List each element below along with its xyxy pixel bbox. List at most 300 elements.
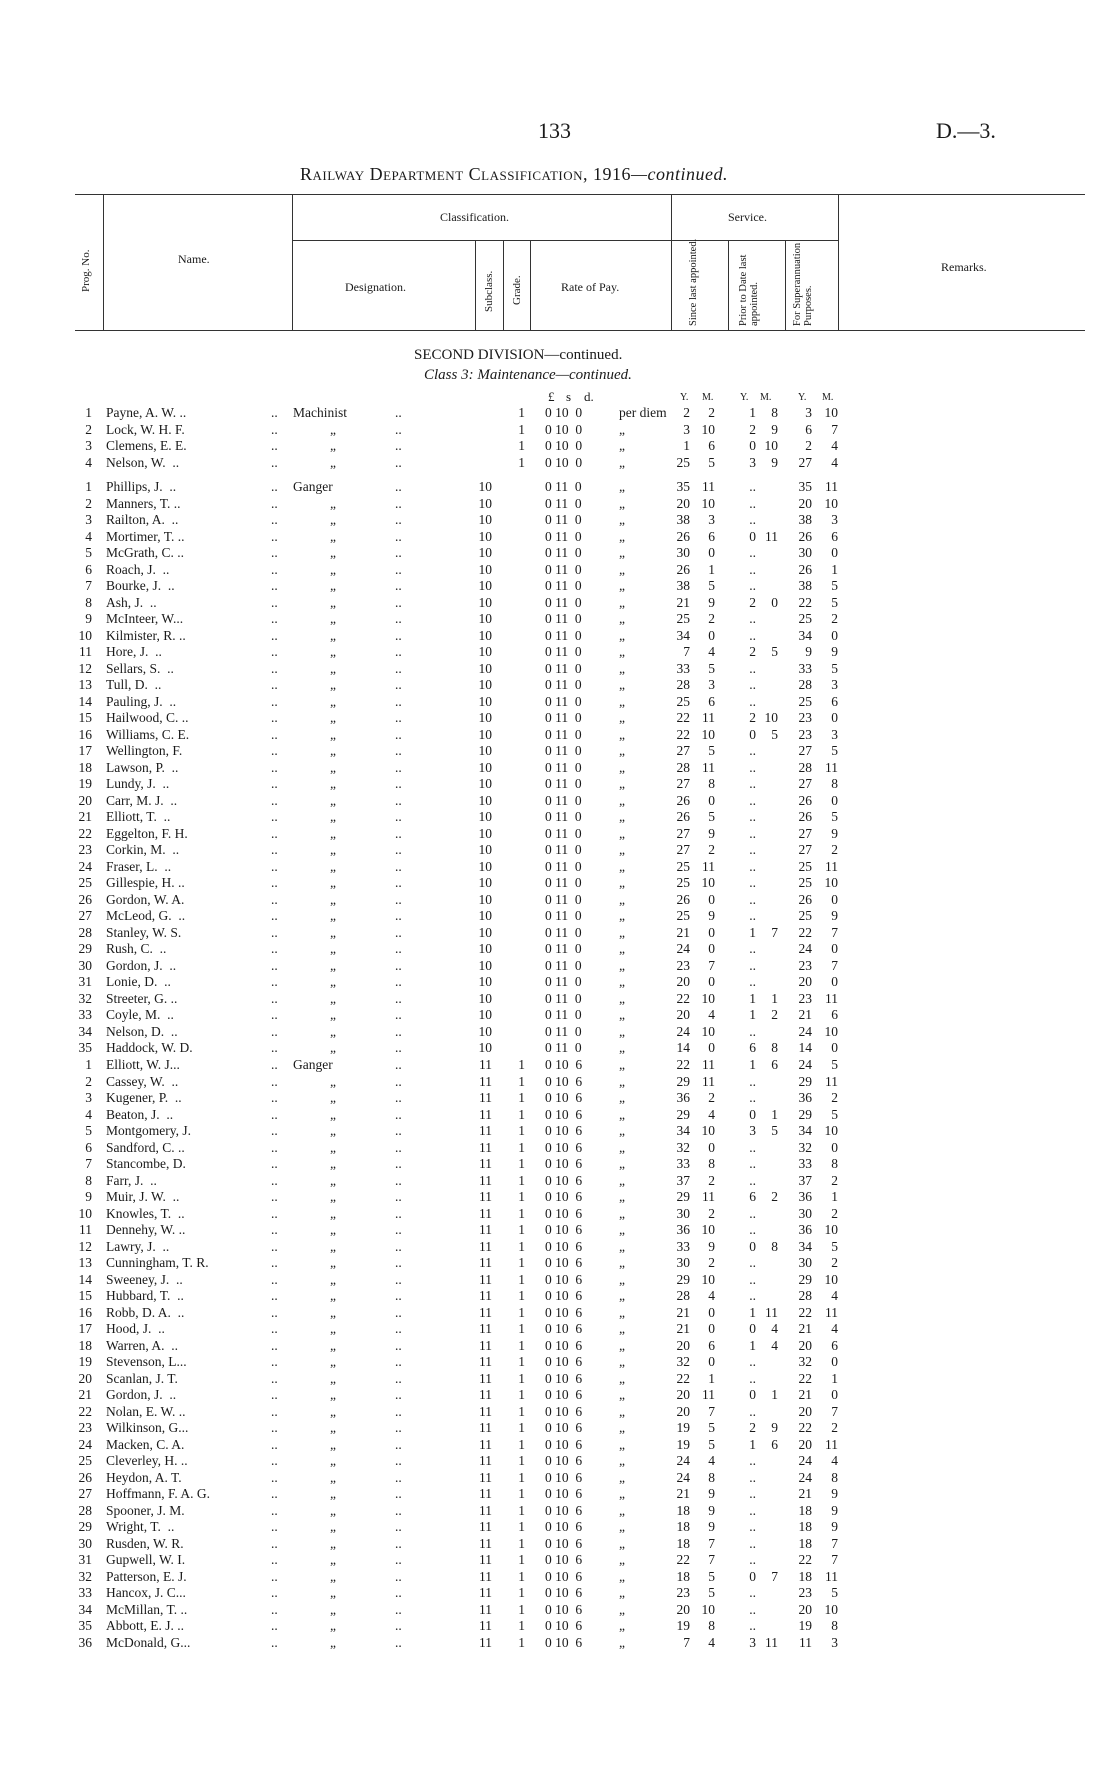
- row-subclass: 10: [478, 677, 492, 692]
- row-since-years: 7: [683, 644, 690, 659]
- row-pay-period: „: [619, 1420, 625, 1435]
- leader-dots: ..: [395, 495, 402, 511]
- row-prior-months: 5: [771, 644, 778, 659]
- row-since-years: 36: [676, 1222, 690, 1237]
- leader-dots: ..: [271, 479, 278, 494]
- leader-dots: ..: [395, 842, 402, 857]
- row-super-months: 6: [831, 1337, 838, 1353]
- row-super-months: 0: [831, 941, 838, 956]
- row-designation: „: [330, 1255, 336, 1270]
- row-prior-years: ..: [749, 627, 756, 643]
- row-designation: „: [330, 561, 336, 577]
- row-designation: „: [330, 1420, 336, 1435]
- row-super-years: 25: [798, 858, 812, 874]
- row-number: 3: [85, 438, 92, 453]
- header-rule-top: [75, 194, 1085, 195]
- row-since-years: 14: [676, 1040, 690, 1055]
- leader-dots: ..: [395, 1057, 402, 1072]
- row-number: 7: [85, 1156, 92, 1171]
- table-row: [0, 1387, 1114, 1403]
- row-prior-months: 4: [771, 1337, 778, 1353]
- leader-dots: ..: [395, 1090, 402, 1105]
- row-prior-years: ..: [749, 1288, 756, 1303]
- leader-dots: ..: [395, 858, 402, 874]
- row-since-years: 28: [676, 1288, 690, 1303]
- row-prior-years: ..: [749, 825, 756, 841]
- row-pay-period: „: [619, 1601, 625, 1617]
- row-since-years: 20: [676, 1387, 690, 1402]
- row-pay-period: „: [619, 1337, 625, 1353]
- table-row: [0, 727, 1114, 743]
- unit-months-2: M.: [760, 392, 772, 403]
- row-number: 11: [79, 644, 92, 659]
- row-since-months: 0: [708, 545, 715, 560]
- row-grade: 1: [518, 1123, 525, 1138]
- row-super-months: 7: [831, 1535, 838, 1551]
- row-since-years: 25: [676, 611, 690, 626]
- row-since-months: 11: [702, 1387, 715, 1402]
- row-since-months: 0: [708, 792, 715, 808]
- row-since-months: 0: [708, 891, 715, 907]
- row-pay-period: „: [619, 479, 625, 494]
- row-name: Gillespie, H. ..: [106, 875, 185, 890]
- row-prior-years: ..: [749, 875, 756, 890]
- row-super-months: 0: [831, 710, 838, 725]
- table-row: [0, 1090, 1114, 1106]
- row-number: 28: [78, 1502, 92, 1518]
- table-row: [0, 859, 1114, 875]
- row-since-years: 34: [676, 1123, 690, 1138]
- row-rate-of-pay: 0 10 6: [545, 1222, 583, 1237]
- row-subclass: 10: [478, 512, 492, 527]
- leader-dots: ..: [395, 1370, 402, 1386]
- row-grade: 1: [518, 1205, 525, 1221]
- row-name: Manners, T. ..: [106, 495, 181, 511]
- table-row: [0, 1536, 1114, 1552]
- row-super-months: 2: [831, 842, 838, 857]
- row-subclass: 11: [479, 1255, 492, 1270]
- row-designation: „: [330, 1436, 336, 1452]
- row-prior-years: ..: [749, 495, 756, 511]
- row-designation: „: [330, 858, 336, 874]
- row-pay-period: „: [619, 1354, 625, 1369]
- row-since-months: 7: [708, 957, 715, 973]
- row-prior-months: 10: [764, 710, 778, 725]
- leader-dots: ..: [395, 1519, 402, 1534]
- row-prior-years: 1: [749, 1337, 756, 1353]
- row-rate-of-pay: 0 11 0: [545, 759, 582, 775]
- row-super-years: 34: [798, 627, 812, 643]
- row-grade: 1: [518, 1288, 525, 1303]
- row-number: 5: [85, 1123, 92, 1138]
- row-name: Farr, J. ..: [106, 1172, 157, 1188]
- row-pay-period: „: [619, 759, 625, 775]
- row-prior-years: 6: [749, 1189, 756, 1204]
- row-prior-years: 0: [749, 1238, 756, 1254]
- row-name: Nolan, E. W. ..: [106, 1403, 186, 1419]
- row-prior-years: ..: [749, 1453, 756, 1468]
- row-number: 21: [78, 1387, 92, 1402]
- row-super-months: 5: [831, 594, 838, 610]
- row-designation: „: [330, 1073, 336, 1089]
- row-since-months: 10: [701, 726, 715, 742]
- row-prior-years: ..: [749, 1023, 756, 1039]
- row-designation: „: [330, 644, 336, 659]
- row-subclass: 10: [478, 726, 492, 742]
- table-row: [0, 512, 1114, 528]
- column-header-prior-to-date-text: Prior to Date last appointed.: [738, 254, 760, 326]
- row-number: 5: [85, 545, 92, 560]
- row-rate-of-pay: 0 11 0: [545, 974, 582, 989]
- row-subclass: 11: [479, 1601, 492, 1617]
- row-pay-period: „: [619, 1040, 625, 1055]
- row-super-years: 22: [798, 1420, 812, 1435]
- row-since-months: 11: [702, 479, 715, 494]
- row-since-years: 19: [676, 1420, 690, 1435]
- row-designation: „: [330, 1271, 336, 1287]
- leader-dots: ..: [395, 1321, 402, 1336]
- row-pay-period: „: [619, 611, 625, 626]
- row-pay-period: „: [619, 858, 625, 874]
- row-pay-period: „: [619, 990, 625, 1006]
- row-super-years: 28: [798, 759, 812, 775]
- row-number: 35: [78, 1040, 92, 1055]
- row-rate-of-pay: 0 10 6: [545, 1238, 583, 1254]
- leader-dots: ..: [395, 1189, 402, 1204]
- row-designation: „: [330, 512, 336, 527]
- row-super-months: 1: [831, 1370, 838, 1386]
- leader-dots: ..: [395, 1337, 402, 1353]
- row-rate-of-pay: 0 11 0: [545, 512, 582, 527]
- row-designation: „: [330, 809, 336, 824]
- row-name: Corkin, M. ..: [106, 842, 180, 857]
- row-name: McMillan, T. ..: [106, 1601, 188, 1617]
- row-name: Lock, W. H. F.: [106, 421, 185, 437]
- row-since-months: 7: [708, 1535, 715, 1551]
- row-grade: 1: [518, 1552, 525, 1567]
- row-super-years: 26: [798, 561, 812, 577]
- row-prior-years: 2: [749, 644, 756, 659]
- table-row: [0, 611, 1114, 627]
- row-designation: „: [330, 842, 336, 857]
- row-name: Hailwood, C. ..: [106, 710, 189, 725]
- row-since-years: 35: [676, 479, 690, 494]
- row-pay-period: „: [619, 495, 625, 511]
- row-subclass: 11: [479, 1469, 492, 1485]
- row-rate-of-pay: 0 10 6: [545, 1106, 583, 1122]
- row-pay-period: „: [619, 454, 625, 470]
- row-prior-years: ..: [749, 1139, 756, 1155]
- unit-months-3: M.: [822, 392, 834, 403]
- row-since-years: 33: [676, 660, 690, 676]
- row-name: Macken, C. A.: [106, 1436, 185, 1452]
- row-super-years: 28: [798, 677, 812, 692]
- table-row: [0, 1486, 1114, 1502]
- row-grade: 1: [518, 1387, 525, 1402]
- row-prior-years: ..: [749, 1601, 756, 1617]
- row-prior-years: 3: [749, 1123, 756, 1138]
- leader-dots: ..: [395, 1172, 402, 1188]
- row-designation: „: [330, 1601, 336, 1617]
- row-prior-years: ..: [749, 957, 756, 973]
- row-prior-years: ..: [749, 743, 756, 758]
- leader-dots: ..: [271, 421, 278, 437]
- row-pay-period: „: [619, 1436, 625, 1452]
- column-header-since-last-text: Since last appointed.: [688, 238, 699, 326]
- table-row: [0, 941, 1114, 957]
- row-super-months: 5: [831, 1106, 838, 1122]
- row-since-years: 27: [676, 825, 690, 841]
- unit-pence: d.: [584, 389, 594, 404]
- leader-dots: ..: [395, 726, 402, 742]
- leader-dots: ..: [271, 858, 278, 874]
- row-subclass: 11: [479, 1189, 492, 1204]
- leader-dots: ..: [395, 1205, 402, 1221]
- row-prior-years: ..: [749, 1502, 756, 1518]
- leader-dots: ..: [395, 1403, 402, 1419]
- leader-dots: ..: [395, 528, 402, 544]
- row-number: 31: [78, 974, 92, 989]
- row-super-months: 5: [831, 660, 838, 676]
- row-designation: „: [330, 1502, 336, 1518]
- table-row: [0, 1222, 1114, 1238]
- row-since-months: 6: [708, 528, 715, 544]
- row-name: Robb, D. A. ..: [106, 1304, 185, 1320]
- row-super-months: 4: [831, 454, 838, 470]
- row-super-months: 3: [831, 512, 838, 527]
- leader-dots: ..: [395, 405, 402, 420]
- row-name: Rusden, W. R.: [106, 1535, 184, 1551]
- row-name: Tull, D. ..: [106, 677, 162, 692]
- row-super-months: 0: [831, 974, 838, 989]
- leader-dots: ..: [271, 1007, 278, 1022]
- row-since-years: 20: [676, 1601, 690, 1617]
- row-designation: „: [330, 1238, 336, 1254]
- unit-years-1: Y.: [680, 392, 689, 403]
- row-number: 29: [78, 941, 92, 956]
- leader-dots: ..: [271, 1073, 278, 1089]
- row-number: 6: [85, 561, 92, 577]
- row-super-years: 35: [798, 479, 812, 494]
- row-designation: „: [330, 545, 336, 560]
- row-name: Bourke, J. ..: [106, 578, 175, 593]
- row-number: 16: [78, 726, 92, 742]
- row-super-years: 18: [798, 1519, 812, 1534]
- row-since-years: 20: [676, 495, 690, 511]
- row-rate-of-pay: 0 10 6: [545, 1634, 583, 1650]
- leader-dots: ..: [271, 1370, 278, 1386]
- row-designation: „: [330, 454, 336, 470]
- row-super-months: 7: [831, 924, 838, 940]
- row-subclass: 10: [478, 908, 492, 923]
- row-prior-years: ..: [749, 908, 756, 923]
- row-number: 30: [78, 957, 92, 973]
- row-super-years: 26: [798, 792, 812, 808]
- table-row: [0, 545, 1114, 561]
- row-grade: 1: [518, 1255, 525, 1270]
- column-header-remarks: Remarks.: [941, 260, 987, 274]
- row-super-months: 0: [831, 1354, 838, 1369]
- row-since-months: 0: [708, 941, 715, 956]
- row-designation: „: [330, 438, 336, 453]
- row-prior-years: ..: [749, 891, 756, 907]
- table-row: [0, 644, 1114, 660]
- row-since-months: 9: [708, 1519, 715, 1534]
- row-designation: „: [330, 611, 336, 626]
- row-since-months: 11: [702, 710, 715, 725]
- table-row: [0, 628, 1114, 644]
- table-row: [0, 1404, 1114, 1420]
- row-rate-of-pay: 0 10 6: [545, 1403, 583, 1419]
- row-pay-period: „: [619, 1255, 625, 1270]
- table-row: [0, 562, 1114, 578]
- row-super-years: 38: [798, 578, 812, 593]
- leader-dots: ..: [271, 974, 278, 989]
- column-header-prog-no: Prog. No.: [80, 249, 92, 292]
- row-pay-period: „: [619, 726, 625, 742]
- row-super-years: 32: [798, 1139, 812, 1155]
- row-since-months: 11: [702, 1189, 715, 1204]
- row-name: Nelson, D. ..: [106, 1023, 178, 1039]
- row-designation: „: [330, 1189, 336, 1204]
- row-number: 22: [78, 825, 92, 841]
- row-since-years: 24: [676, 1453, 690, 1468]
- row-rate-of-pay: 0 11 0: [545, 792, 582, 808]
- row-super-years: 36: [798, 1189, 812, 1204]
- row-name: Hoffmann, F. A. G.: [106, 1486, 211, 1501]
- row-pay-period: „: [619, 1172, 625, 1188]
- row-super-years: 24: [798, 1469, 812, 1485]
- row-subclass: 11: [479, 1205, 492, 1221]
- row-super-years: 22: [798, 1304, 812, 1320]
- row-grade: 1: [518, 1057, 525, 1072]
- row-designation: „: [330, 1205, 336, 1221]
- row-super-months: 7: [831, 1403, 838, 1419]
- row-designation: „: [330, 1535, 336, 1551]
- row-subclass: 10: [478, 561, 492, 577]
- row-prior-years: 3: [749, 454, 756, 470]
- leader-dots: ..: [395, 941, 402, 956]
- row-since-years: 25: [676, 908, 690, 923]
- row-super-months: 0: [831, 545, 838, 560]
- leader-dots: ..: [271, 627, 278, 643]
- row-since-months: 9: [708, 594, 715, 610]
- leader-dots: ..: [271, 825, 278, 841]
- row-since-years: 26: [676, 809, 690, 824]
- leader-dots: ..: [271, 776, 278, 791]
- row-designation: „: [330, 1139, 336, 1155]
- row-name: Muir, J. W. ..: [106, 1189, 180, 1204]
- row-number: 14: [78, 1271, 92, 1287]
- leader-dots: ..: [395, 776, 402, 791]
- row-since-months: 2: [708, 1172, 715, 1188]
- row-super-months: 6: [831, 528, 838, 544]
- table-row: [0, 826, 1114, 842]
- leader-dots: ..: [271, 578, 278, 593]
- row-super-years: 9: [805, 644, 812, 659]
- table-row: [0, 710, 1114, 726]
- row-subclass: 10: [478, 1007, 492, 1022]
- row-super-months: 1: [831, 1189, 838, 1204]
- row-number: 8: [85, 1172, 92, 1188]
- row-prior-years: 0: [749, 1387, 756, 1402]
- row-rate-of-pay: 0 10 6: [545, 1535, 583, 1551]
- row-designation: „: [330, 1172, 336, 1188]
- row-rate-of-pay: 0 10 6: [545, 1189, 583, 1204]
- row-designation: „: [330, 594, 336, 610]
- row-super-years: 2: [805, 438, 812, 453]
- row-prior-years: ..: [749, 809, 756, 824]
- leader-dots: ..: [271, 693, 278, 709]
- table-row: [0, 1288, 1114, 1304]
- leader-dots: ..: [271, 1040, 278, 1055]
- row-prior-years: 0: [749, 528, 756, 544]
- row-designation: „: [330, 1387, 336, 1402]
- row-since-months: 4: [708, 1453, 715, 1468]
- row-grade: 1: [518, 1304, 525, 1320]
- table-row: [0, 1552, 1114, 1568]
- row-grade: 1: [518, 1354, 525, 1369]
- row-name: Mortimer, T. ..: [106, 528, 185, 544]
- leader-dots: ..: [271, 1568, 278, 1584]
- row-subclass: 11: [479, 1618, 492, 1633]
- row-super-months: 10: [824, 875, 838, 890]
- row-since-months: 5: [708, 1436, 715, 1452]
- row-designation: „: [330, 627, 336, 643]
- row-name: Kugener, P. ..: [106, 1090, 182, 1105]
- row-number: 7: [85, 578, 92, 593]
- row-since-years: 27: [676, 743, 690, 758]
- row-super-years: 24: [798, 1023, 812, 1039]
- unit-pounds: £: [548, 389, 555, 404]
- row-super-months: 6: [831, 1007, 838, 1022]
- row-since-years: 20: [676, 1007, 690, 1022]
- row-pay-period: „: [619, 644, 625, 659]
- table-row: [0, 1272, 1114, 1288]
- leader-dots: ..: [395, 578, 402, 593]
- leader-dots: ..: [271, 1634, 278, 1650]
- row-since-months: 0: [708, 1304, 715, 1320]
- row-since-years: 26: [676, 528, 690, 544]
- row-super-years: 30: [798, 1255, 812, 1270]
- row-super-months: 10: [824, 495, 838, 511]
- row-number: 12: [78, 660, 92, 676]
- row-super-years: 26: [798, 528, 812, 544]
- table-row: [0, 1024, 1114, 1040]
- row-name: Stevenson, L...: [106, 1354, 187, 1369]
- row-number: 27: [78, 908, 92, 923]
- row-pay-period: „: [619, 875, 625, 890]
- row-prior-years: ..: [749, 1354, 756, 1369]
- row-designation: „: [330, 1321, 336, 1336]
- row-name: Nelson, W. ..: [106, 454, 180, 470]
- row-name: Scanlan, J. T.: [106, 1370, 178, 1386]
- row-subclass: 10: [478, 479, 492, 494]
- row-super-years: 23: [798, 710, 812, 725]
- row-super-years: 24: [798, 1453, 812, 1468]
- row-since-years: 22: [676, 1552, 690, 1567]
- row-prior-years: ..: [749, 677, 756, 692]
- row-since-years: 29: [676, 1189, 690, 1204]
- row-rate-of-pay: 0 10 6: [545, 1172, 583, 1188]
- row-subclass: 10: [478, 974, 492, 989]
- row-number: 25: [78, 875, 92, 890]
- row-number: 17: [78, 743, 92, 758]
- row-super-years: 29: [798, 1073, 812, 1089]
- row-pay-period: „: [619, 578, 625, 593]
- row-subclass: 11: [479, 1552, 492, 1567]
- row-since-years: 19: [676, 1618, 690, 1633]
